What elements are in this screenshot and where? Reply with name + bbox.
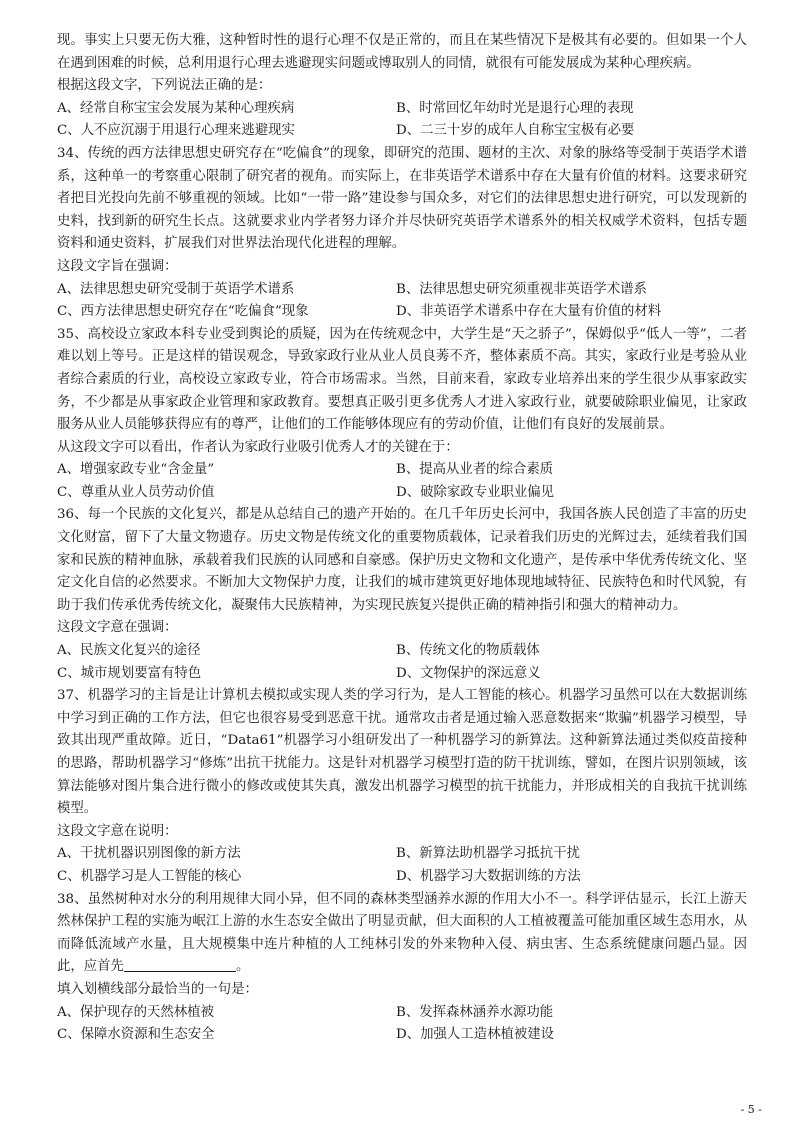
q37-option-b[interactable]: B、新算法助机器学习抵抗干扰 bbox=[396, 846, 580, 862]
q33-options bbox=[57, 98, 747, 143]
q37-prompt: 这段文字意在说明： bbox=[57, 823, 178, 839]
q35-option-c[interactable]: C、尊重从业人员劳动价值 bbox=[57, 484, 215, 500]
q37-options bbox=[57, 843, 747, 888]
q38-passage-end: 。 bbox=[235, 959, 250, 975]
q36-passage: 36、每一个民族的文化复兴，都是从总结自己的遗产开始的。在几千年历史长河中，我国各族人民创造了丰富的历史文化财富，留下了大量文物遗存。历史文物是传统文化的重要物质载体，记录着我们历史的光辉过去，延续着我们国家和民族的精神血脉，承载着我们民族的认同感和自豪感。保护历史文物和文化遗产，是传承中华优秀传统文化、坚定文化自信的必然要求。不断加大文物保护力度，让我们的城市建筑更好地体现地域特征、民族特色和时代风貌，有助于我们传承优秀传统文化，凝聚伟大民族精神，为实现民族复兴提供正确的精神指引和强大的精神动力。 bbox=[57, 507, 747, 613]
exam-page bbox=[57, 30, 747, 1047]
q34-option-b[interactable]: B、法律思想史研究须重视非英语学术谱系 bbox=[396, 281, 647, 297]
q37-passage: 37、机器学习的主旨是让计算机去模拟或实现人类的学习行为，是人工智能的核心。机器学习虽然可以在大数据训练中学习到正确的工作方法，但它也很容易受到恶意干扰。通常攻击者是通过输入恶意数据来“欺骗”机器学习模型，导致其出现严重故障。近日，“Data61”机器学习小组研发出了一种机器学习的新算法。这种新算法通过类似疫苗接种的思路，帮助机器学习“修炼”出抗干扰能力。这是针对机器学习模型打造的防干扰训练，譬如，在图片识别领域，该算法能够对图片集合进行微小的修改或使其失真，激发出机器学习模型的抗干扰能力，并形成相关的自我抗干扰训练模型。 bbox=[57, 688, 747, 817]
q36-prompt: 这段文字意在强调： bbox=[57, 620, 178, 636]
q38-option-b[interactable]: B、发挥森林涵养水源功能 bbox=[396, 1004, 554, 1020]
q35-option-a[interactable]: A、增强家政专业“含金量” bbox=[57, 462, 215, 478]
q38-passage-text: 38、虽然树种对水分的利用规律大同小异，但不同的森林类型涵养水源的作用大小不一。科学评估显示，长江上游天然林保护工程的实施为岷江上游的水生态安全做出了明显贡献，但大面积的人工植被覆盖可能加重区域生态用水，从而降低流域产水量，且大规模集中连片种植的人工纯林引发的外来物种入侵、病虫害、生态系统健康问题凸显。因此，应首先 bbox=[57, 891, 747, 975]
q35-options bbox=[57, 459, 747, 504]
q36-option-c[interactable]: C、城市规划要富有特色 bbox=[57, 665, 202, 681]
q38-option-d[interactable]: D、加强人工造林植被建设 bbox=[396, 1027, 555, 1043]
q33-option-b[interactable]: B、时常回忆年幼时光是退行心理的表现 bbox=[396, 100, 634, 116]
q35-passage: 35、高校设立家政本科专业受到舆论的质疑，因为在传统观念中，大学生是“天之骄子”，保姆似乎“低人一等”，二者难以划上等号。正是这样的错误观念，导致家政行业从业人员良莠不齐，整体素质不高。其实，家政行业是考验从业者综合素质的行业，高校设立家政专业，符合市场需求。当然，目前来看，家政专业培养出来的学生很少从事家政实务，不少都是从事家政企业管理和家政教育。要想真正吸引更多优秀人才进入家政行业，就要破除职业偏见，让家政服务从业人员能够获得应有的尊严，让他们的工作能够体现应有的劳动价值，让他们有良好的发展前景。 bbox=[57, 326, 747, 433]
page-number: - 5 - bbox=[740, 1103, 762, 1116]
q34-prompt: 这段文字旨在强调： bbox=[57, 258, 178, 274]
q34-option-c[interactable]: C、西方法律思想史研究存在“吃偏食”现象 bbox=[57, 304, 309, 320]
q37-option-a[interactable]: A、干扰机器识别图像的新方法 bbox=[57, 846, 241, 862]
q37-option-d[interactable]: D、机器学习大数据训练的方法 bbox=[396, 868, 581, 884]
q33-option-d[interactable]: D、二三十岁的成年人自称宝宝极有必要 bbox=[396, 123, 635, 139]
q37-option-c[interactable]: C、机器学习是人工智能的核心 bbox=[57, 868, 242, 884]
q36-option-d[interactable]: D、文物保护的深远意义 bbox=[396, 665, 541, 681]
q35-option-d[interactable]: D、破除家政专业职业偏见 bbox=[396, 484, 555, 500]
q38-passage bbox=[57, 889, 747, 979]
q33-option-a[interactable]: A、经常自称宝宝会发展为某种心理疾病 bbox=[57, 100, 295, 116]
q38-options bbox=[57, 1002, 747, 1047]
q35-option-b[interactable]: B、提高从业者的综合素质 bbox=[396, 462, 554, 478]
q36-option-b[interactable]: B、传统文化的物质载体 bbox=[396, 643, 540, 659]
q36-option-a[interactable]: A、民族文化复兴的途径 bbox=[57, 643, 201, 659]
q36-options bbox=[57, 640, 747, 685]
q35-prompt: 从这段文字可以看出，作者认为家政行业吸引优秀人才的关键在于： bbox=[57, 439, 459, 455]
q38-option-c[interactable]: C、保障水资源和生态安全 bbox=[57, 1027, 215, 1043]
q34-option-a[interactable]: A、法律思想史研究受制于英语学术谱系 bbox=[57, 281, 295, 297]
q38-prompt: 填入划横线部分最恰当的一句是： bbox=[57, 981, 258, 997]
q33-passage-tail: 现。事实上只要无伤大雅，这种暂时性的退行心理不仅是正常的，而且在某些情况下是极其有必要的。但如果一个人在遇到困难的时候，总利用退行心理去逃避现实问题或博取别人的同情，就很有可能发展成为某种心理疾病。 bbox=[57, 33, 747, 71]
q38-option-a[interactable]: A、保护现存的天然林植被 bbox=[57, 1004, 214, 1020]
fill-in-blank bbox=[124, 957, 236, 972]
q34-option-d[interactable]: D、非英语学术谱系中存在大量有价值的材料 bbox=[396, 304, 662, 320]
q33-option-c[interactable]: C、人不应沉溺于用退行心理来逃避现实 bbox=[57, 123, 295, 139]
q34-options bbox=[57, 279, 747, 324]
q33-prompt: 根据这段文字，下列说法正确的是： bbox=[57, 78, 272, 94]
q34-passage: 34、传统的西方法律思想史研究存在“吃偏食”的现象，即研究的范围、题材的主次、对象的脉络等受制于英语学术谱系，这种单一的考察重心限制了研究者的视角。而实际上，在非英语学术谱系中存在大量有价值的材料。这要求研究者把目光投向先前不够重视的领域。比如“一带一路”建设参与国众多，对它们的法律思想史进行研究，可以发现新的史料，找到新的研究生长点。这就要求业内学者努力译介并尽快研究英语学术谱系外的相关权威学术资料，包括专题资料和通史资料，扩展我们对世界法治现代化进程的理解。 bbox=[57, 145, 747, 252]
